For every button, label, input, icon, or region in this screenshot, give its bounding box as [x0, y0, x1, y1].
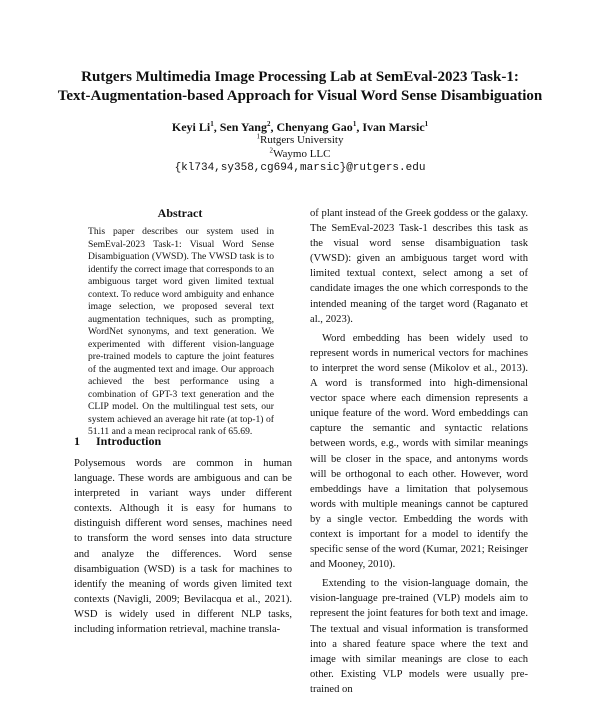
affiliation-name: Rutgers University	[260, 134, 344, 146]
affiliation-2	[40, 148, 560, 161]
author-affiliation-marker: 2	[266, 120, 271, 128]
affiliation-1	[40, 134, 560, 147]
body-paragraph: Extending to the vision-language domain, the vision-language pre-trained (VLP) models aim to represent the joint features for both text and image. The textual and visual information is transformed into a shared feature space where the text and image with similar meanings are close to each other. Existing VLP models were usually pre-trained on	[310, 578, 528, 695]
author-affiliation-marker: 1	[210, 120, 214, 128]
author-emails[interactable]: {kl734,sy358,cg694,marsic}@rutgers.edu	[174, 162, 426, 174]
author-name: Sen Yang	[219, 120, 267, 134]
body-paragraph: Word embedding has been widely used to represent words in numerical vectors for machines to interpret the word sense (Mikolov et al., 2013). A word is transformed into high-dimensional vector space where each dimension represents a unique feature of the word. Word embeddings can capture the semantic and syntactic relations between words, e.g., words with similar meanings will be closer in the space, and antonyms words will be orthogonal to each other. However, word embeddings have a limitation that polysemous words with multiple meanings cannot be captured by a single vector. Embedding the words with context is important for a model to identify the specific sense of the word (Kumar, 2021; Reisinger and Mooney, 2010).	[310, 332, 528, 571]
paper-title	[40, 68, 560, 106]
affiliation-name: Waymo LLC	[273, 148, 331, 160]
abstract-text: This paper describes our system used in SemEval-2023 Task-1: Visual Word Sense Disambiguation (VWSD). The VWSD task is to identify the correct image that corresponds to an ambiguous target word given limited textual context. To reduce word ambiguity and enhance image selection, we proposed several text augmentation techniques, such as prompting, WordNet synonyms, and text generation. We experimented with different vision-language pre-trained models to capture the joint features of the augmented text and image. Our approach achieved the best performance using a combination of GPT-3 text generation and the CLIP model. On the multilingual test sets, our system achieved an average hit rate (at top-1) of 51.11 and a mean reciprocal rank of 65.69.	[88, 226, 274, 437]
affiliation-marker: 2	[269, 146, 274, 155]
author-name: Chenyang Gao	[276, 120, 353, 134]
affiliation-marker: 1	[256, 132, 261, 141]
author-affiliation-marker: 1	[352, 120, 357, 128]
left-column-body	[74, 456, 292, 641]
title-line-1: Rutgers Multimedia Image Processing Lab at SemEval-2023 Task-1:	[81, 69, 519, 85]
section-title: Introduction	[96, 434, 162, 448]
body-paragraph: of plant instead of the Greek goddess or the galaxy. The SemEval-2023 Task-1 describes this task as the visual word sense disambiguation task (VWSD): given an ambiguous target word with limited textual context, select among a set of candidate images the one which corresponds to the intended meaning of the target word (Raganato et al., 2023).	[310, 208, 528, 325]
section-number: 1	[74, 434, 80, 448]
right-column-body	[310, 206, 528, 701]
author-list: Keyi Li$^1$, Sen Yang$^2$, Chenyang Gao$^1$, Ivan Marsic$^1$	[171, 120, 429, 134]
section-heading-introduction	[74, 434, 161, 449]
author-name: Ivan Marsic	[362, 120, 425, 134]
abstract-heading: Abstract	[157, 206, 203, 220]
author-affiliation-marker: 1	[424, 120, 429, 128]
title-line-2: Text-Augmentation-based Approach for Visual Word Sense Disambiguation	[57, 88, 543, 104]
intro-paragraph: Polysemous words are common in human language. These words are ambiguous and can be interpreted in variant ways under different contexts. Although it is easy for humans to distinguish different word senses, machines need to transform the word senses into data structure and analyze the differences. Word sense disambiguation (WSD) is a task for machines to identify the meaning of words given limited text contexts (Navigli, 2009; Bevilacqua et al., 2021). WSD is widely used in different NLP tasks, including information retrieval, machine transla-	[74, 458, 292, 636]
author-name: Keyi Li	[171, 120, 211, 134]
